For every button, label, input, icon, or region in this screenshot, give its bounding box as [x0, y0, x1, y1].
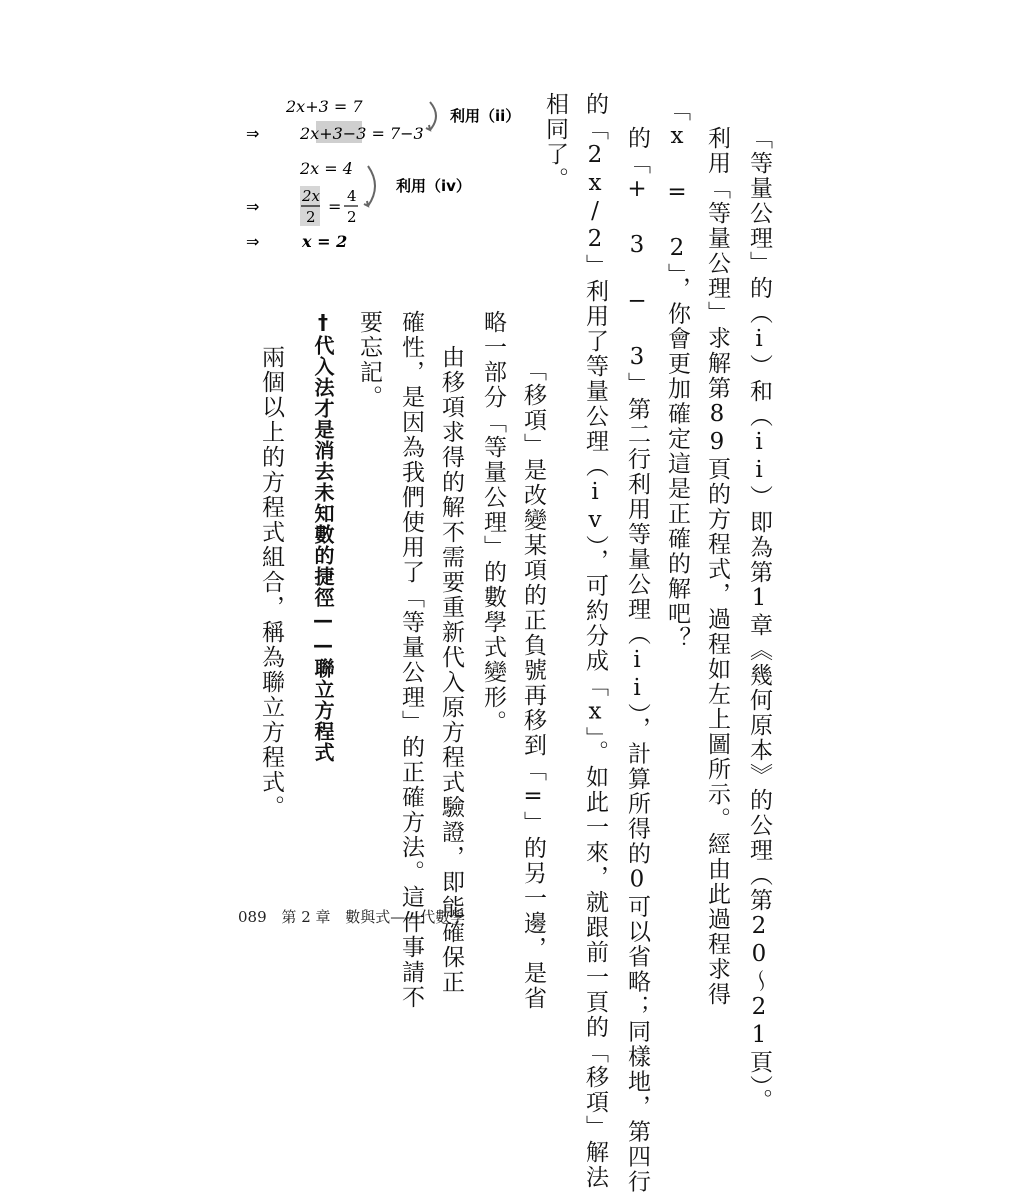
note-use-ii: 利用（ii） — [450, 107, 521, 125]
eq-line-5: x = 2 — [302, 232, 348, 251]
svg-text:=: = — [328, 197, 342, 216]
text-column-7: 「移項」是改變某項的正負號再移到「=」的另一邊，是省 — [520, 358, 546, 1011]
bracket-arrow-1 — [430, 102, 436, 130]
svg-text:2x: 2x — [302, 187, 321, 205]
equation-diagram — [240, 88, 521, 260]
implies-2: ⇒ — [246, 197, 260, 216]
text-column-12: 兩個以上的方程式組合，稱為聯立方程式。 — [258, 345, 284, 820]
svg-text:2: 2 — [347, 208, 357, 226]
page-footer — [238, 906, 475, 927]
text-column-1: 「等量公理」的（i）和（ii）即為第1章《幾何原本》的公理（第20～21頁）。 — [746, 126, 772, 1114]
text-column-4: 的「+ 3 − 3」第二行利用等量公理（ii），計算所得的0可以省略；同樣地，第四行 — [624, 126, 650, 1195]
chapter-title: 數與式——代數學 — [345, 908, 466, 926]
text-column-10: 確性，是因為我們使用了「等量公理」的正確方法。這件事請不 — [398, 310, 424, 1010]
text-column-9: 由移項求得的解不需要重新代入原方程式驗證，即能確保正 — [438, 345, 464, 995]
implies-1: ⇒ — [246, 124, 260, 143]
page-number: 089 — [238, 908, 267, 926]
equation-svg — [240, 88, 521, 260]
text-column-2: 利用「等量公理」求解第89頁的方程式，過程如左上圖所示。經由此過程求得 — [704, 126, 730, 1007]
bracket-arrow-2 — [368, 166, 375, 206]
arrow-head-2 — [364, 201, 368, 206]
text-column-5: 的「2x/2」利用了等量公理（iv），可約分成「x」。如此一來，就跟前一頁的「移項」解法 — [582, 92, 608, 1190]
eq-line-4 — [301, 187, 358, 226]
svg-text:2: 2 — [306, 208, 316, 226]
text-column-8: 略一部分「等量公理」的數學式變形。 — [480, 310, 506, 735]
note-use-iv: 利用（iv） — [396, 177, 471, 195]
eq-line-3: 2x = 4 — [300, 159, 353, 178]
section-heading: †代入法才是消去未知數的捷徑——聯立方程式 — [311, 310, 335, 763]
eq-line-1: 2x+3 = 7 — [286, 97, 363, 116]
implies-3: ⇒ — [246, 232, 260, 251]
arrow-head-1 — [426, 125, 430, 130]
text-column-3: 「x = 2」，你會更加確定這是正確的解吧？ — [664, 98, 690, 652]
text-column-6: 相同了。 — [542, 92, 568, 192]
svg-text:4: 4 — [347, 187, 357, 205]
eq-line-2: 2x+3−3 = 7−3 — [300, 124, 424, 143]
chapter-label: 第 2 章 — [281, 908, 331, 926]
text-column-11: 要忘記。 — [356, 310, 382, 410]
